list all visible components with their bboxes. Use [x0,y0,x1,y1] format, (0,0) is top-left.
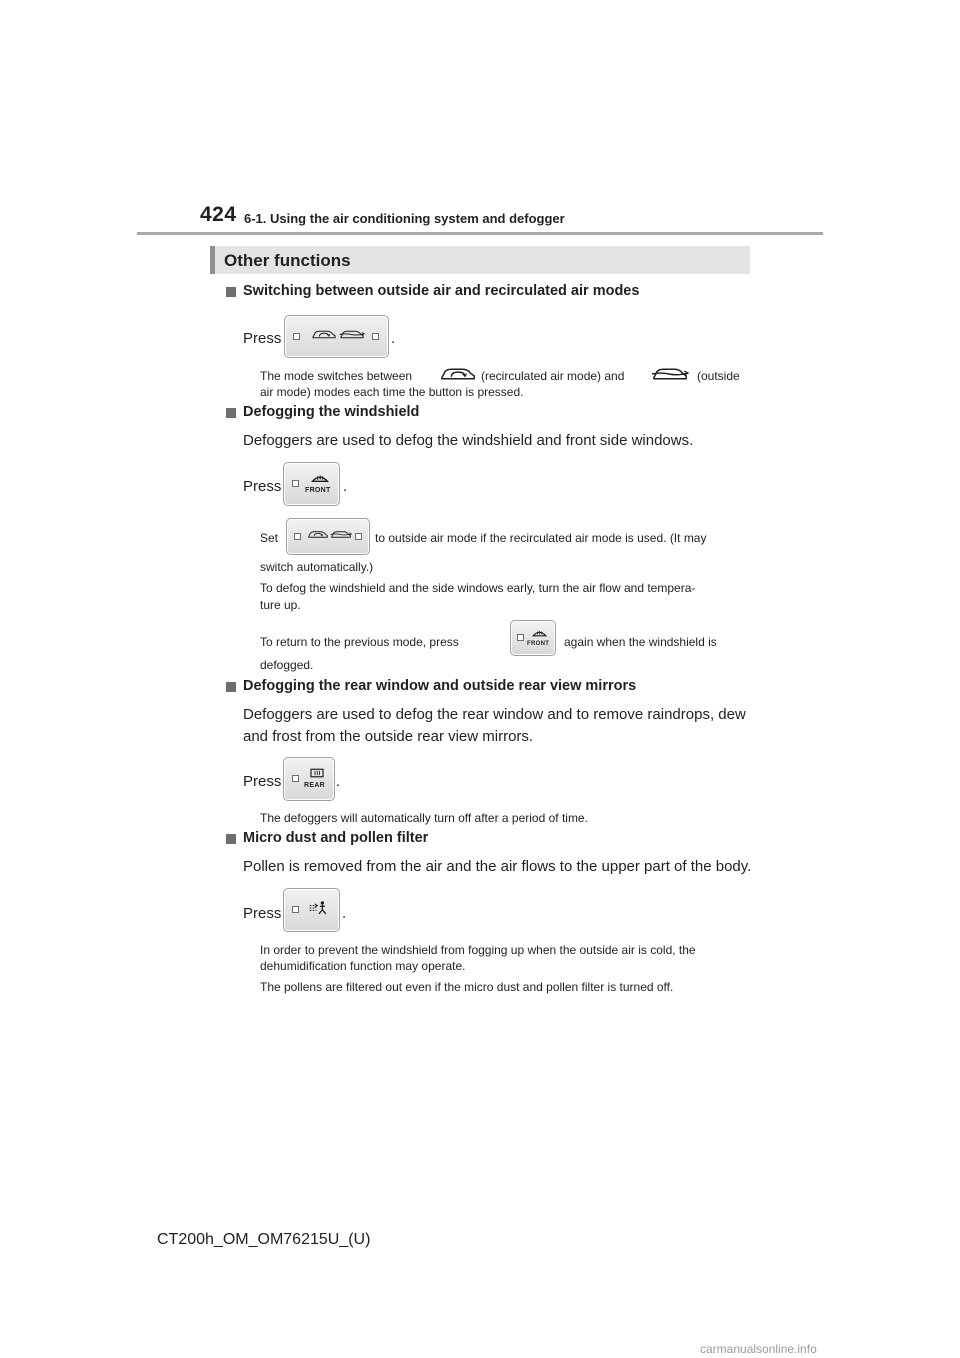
pollen-note-1: In order to prevent the windshield from fogging up when the outside air is cold, the [260,943,696,957]
pollen-note-2: dehumidification function may operate. [260,959,466,973]
tip-line-1: To defog the windshield and the side windows early, turn the air flow and tempera- [260,581,696,595]
windshield-defogger-icon [531,627,548,639]
indicator-led [292,906,299,913]
bullet-square [226,287,236,297]
section-title: Other functions [224,251,351,270]
front-label: FRONT [305,487,331,494]
note-mode-switch-c: (outside [697,369,740,383]
indicator-led [292,480,299,487]
subheading-rear-window: Defogging the rear window and outside rear view mirrors [243,678,637,694]
press-text: Press [243,330,282,347]
indicator-led [294,533,301,540]
document-code: CT200h_OM_OM76215U_(U) [157,1231,371,1248]
air-mode-button[interactable] [284,315,389,358]
note-mode-switch-a: The mode switches between [260,369,413,383]
tip-line-2: ture up. [260,598,301,612]
front-defogger-button[interactable] [510,620,556,656]
subheading-pollen-filter: Micro dust and pollen filter [243,830,429,846]
indicator-led [517,634,524,641]
press-text: Press [243,478,282,495]
rear-body-2: and frost from the outside rear view mirrors. [243,728,534,745]
rear-defogger-icon [308,767,326,779]
outside-air-icon [330,529,352,540]
press-text: Press [243,773,282,790]
period: . [343,478,348,495]
note-mode-switch-b: (recirculated air mode) and [481,369,625,383]
chapter-title: 6-1. Using the air conditioning system and defogger [244,211,565,226]
windshield-body: Defoggers are used to defog the windshield and front side windows. [243,432,694,449]
indicator-led [293,333,300,340]
set-text-c: switch automatically.) [260,560,374,574]
indicator-led [355,533,362,540]
outside-air-icon [339,328,365,341]
set-text-b: to outside air mode if the recirculated air mode is used. (It may [375,531,707,545]
recirculated-air-icon [307,529,329,540]
period: . [342,905,347,922]
bullet-square [226,408,236,418]
return-text-a: To return to the previous mode, press [260,635,459,649]
press-text: Press [243,905,282,922]
front-defogger-button[interactable] [283,462,340,506]
air-mode-button[interactable] [286,518,370,555]
period: . [391,330,396,347]
indicator-led [372,333,379,340]
watermark: carmanualsonline.info [700,1342,817,1356]
rear-label: REAR [304,782,326,789]
return-text-b: again when the windshield is [564,635,717,649]
front-label: FRONT [527,641,550,647]
pollen-filter-icon [308,900,330,916]
header-rule [137,232,823,235]
rear-body-1: Defoggers are used to defog the rear window and to remove raindrops, dew [243,706,746,723]
section-bar-edge [210,246,215,274]
indicator-led [292,775,299,782]
return-text-c: defogged. [260,658,314,672]
note-mode-switch-d: air mode) modes each time the button is pressed. [260,385,524,399]
pollen-body: Pollen is removed from the air and the air flows to the upper part of the body. [243,858,752,875]
rear-note: The defoggers will automatically turn off after a period of time. [260,811,588,825]
page-number: 424 [200,203,237,226]
bullet-square [226,834,236,844]
outside-air-icon [651,365,689,383]
bullet-square [226,682,236,692]
rear-defogger-button[interactable] [283,757,335,801]
subheading-air-modes: Switching between outside air and recirculated air modes [243,283,640,299]
recirculated-air-icon [311,328,337,341]
period: . [336,773,341,790]
recirculated-air-icon [439,365,477,383]
set-text-a: Set [260,531,279,545]
windshield-defogger-icon [310,471,330,485]
pollen-filter-button[interactable] [283,888,340,932]
subheading-windshield: Defogging the windshield [243,404,420,420]
pollen-note-3: The pollens are filtered out even if the micro dust and pollen filter is turned off. [260,980,674,994]
